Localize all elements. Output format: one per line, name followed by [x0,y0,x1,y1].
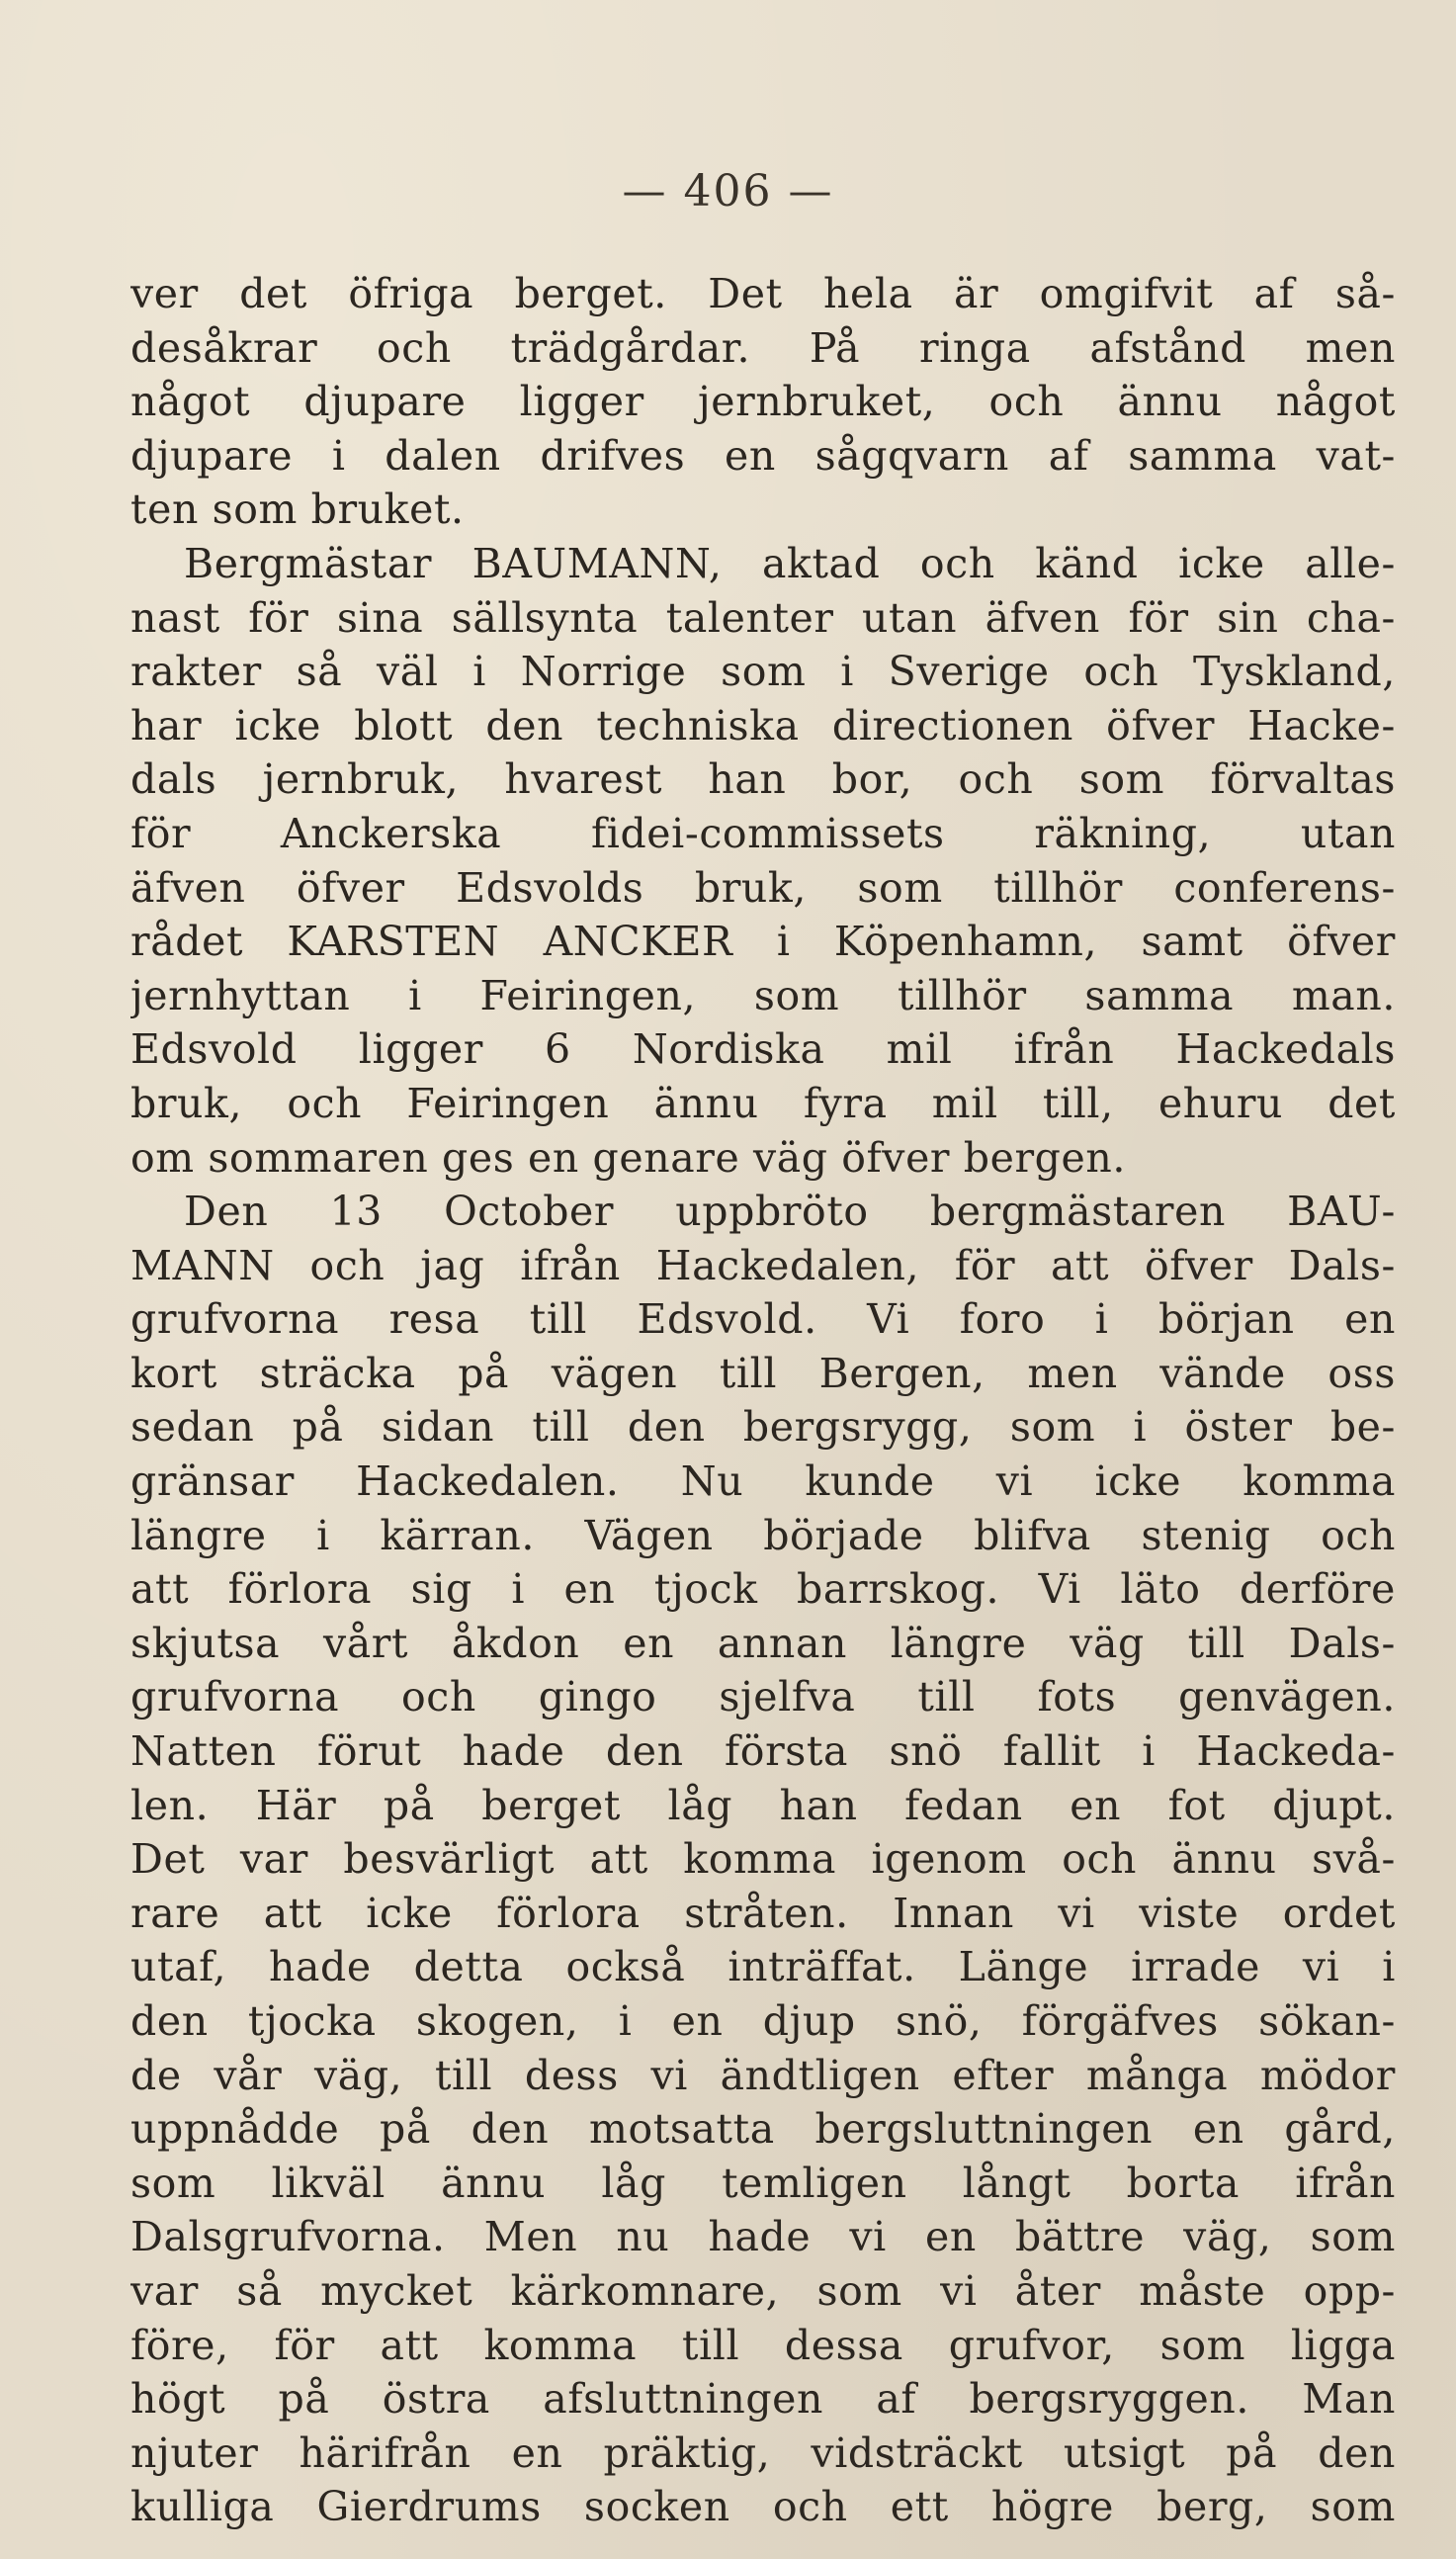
text-line: som likväl ännu låg temligen långt borta ifrån [130,2159,1396,2207]
text-line: högt på östra afsluttningen af bergsryggen. Man [130,2375,1396,2424]
text-line: desåkrar och trädgårdar. På ringa afstånd men [130,323,1396,372]
text-line: något djupare ligger jernbruket, och ännu något [130,378,1396,426]
text-line: grufvorna och gingo sjelfva till fots genvägen. [130,1673,1396,1721]
text-line: MANN och jag ifrån Hackedalen, för att öfver Dals- [130,1241,1396,1289]
text-line: Dalsgrufvorna. Men nu hade vi en bättre väg, som [130,2213,1396,2261]
text-line: har icke blott den techniska directionen öfver Hacke- [130,701,1396,750]
text-line: Natten förut hade den första snö fallit i Hackeda- [130,1727,1396,1776]
text-line: kort sträcka på vägen till Bergen, men vände oss [130,1349,1396,1397]
text-line: före, för att komma till dessa grufvor, som ligga [130,2321,1396,2369]
text-line: den tjocka skogen, i en djup snö, förgäfves sökan- [130,1997,1396,2045]
text-line: Edsvold ligger 6 Nordiska mil ifrån Hackedals [130,1025,1396,1074]
text-line: Det var besvärligt att komma igenom och ännu svå- [130,1835,1396,1884]
text-line: de vår väg, till dess vi ändtligen efter många mödor [130,2051,1396,2099]
text-line: ver det öfriga berget. Det hela är omgifvit af så- [130,270,1396,317]
text-line: uppnådde på den motsatta bergsluttningen en gård, [130,2105,1396,2154]
text-line: rare att icke förlora stråten. Innan vi viste ordet [130,1889,1396,1937]
text-line: Den 13 October uppbröto bergmästaren BAU- [184,1188,1396,1236]
text-line: att förlora sig i en tjock barrskog. Vi läto derföre [130,1565,1396,1614]
text-line: bruk, och Feiringen ännu fyra mil till, ehuru det [130,1079,1396,1127]
text-line: gränsar Hackedalen. Nu kunde vi icke komma [130,1457,1396,1506]
text-line: nast för sina sällsynta talenter utan äfven för sin cha- [130,593,1396,642]
body-text [130,267,1396,2534]
text-line: grufvorna resa till Edsvold. Vi foro i början en [130,1295,1396,1344]
text-line: djupare i dalen drifves en sågqvarn af samma vat- [130,431,1396,480]
text-line: njuter härifrån en präktig, vidsträckt utsigt på den [130,2428,1396,2477]
text-line: Bergmästar BAUMANN, aktad och känd icke alle- [184,539,1396,587]
text-line: ten som bruket. [130,485,465,534]
text-line: rakter så väl i Norrige som i Sverige och Tyskland, [130,648,1396,696]
text-line: len. Här på berget låg han fedan en fot djupt. [130,1781,1396,1829]
text-line: kulliga Gierdrums socken och ett högre berg, som [130,2483,1396,2531]
text-line: om sommaren ges en genare väg öfver bergen. [130,1133,1127,1182]
text-line: äfven öfver Edsvolds bruk, som tillhör conferens- [130,863,1396,912]
page-number: — 406 — [622,166,834,217]
text-line: för Anckerska fidei-commissets räkning, utan [130,809,1396,857]
text-line: jernhyttan i Feiringen, som tillhör samma man. [130,971,1396,1019]
text-line: skjutsa vårt åkdon en annan längre väg till Dals- [130,1619,1396,1667]
text-line: sedan på sidan till den bergsrygg, som i öster be- [130,1403,1396,1452]
text-line: längre i kärran. Vägen började blifva stenig och [130,1511,1396,1559]
text-line: rådet KARSTEN ANCKER i Köpenhamn, samt öfver [130,918,1396,966]
text-line: var så mycket kärkomnare, som vi åter måste opp- [130,2266,1396,2315]
text-line: utaf, hade detta också inträffat. Länge irrade vi i [130,1943,1396,1991]
text-line: dals jernbruk, hvarest han bor, och som förvaltas [130,755,1396,804]
